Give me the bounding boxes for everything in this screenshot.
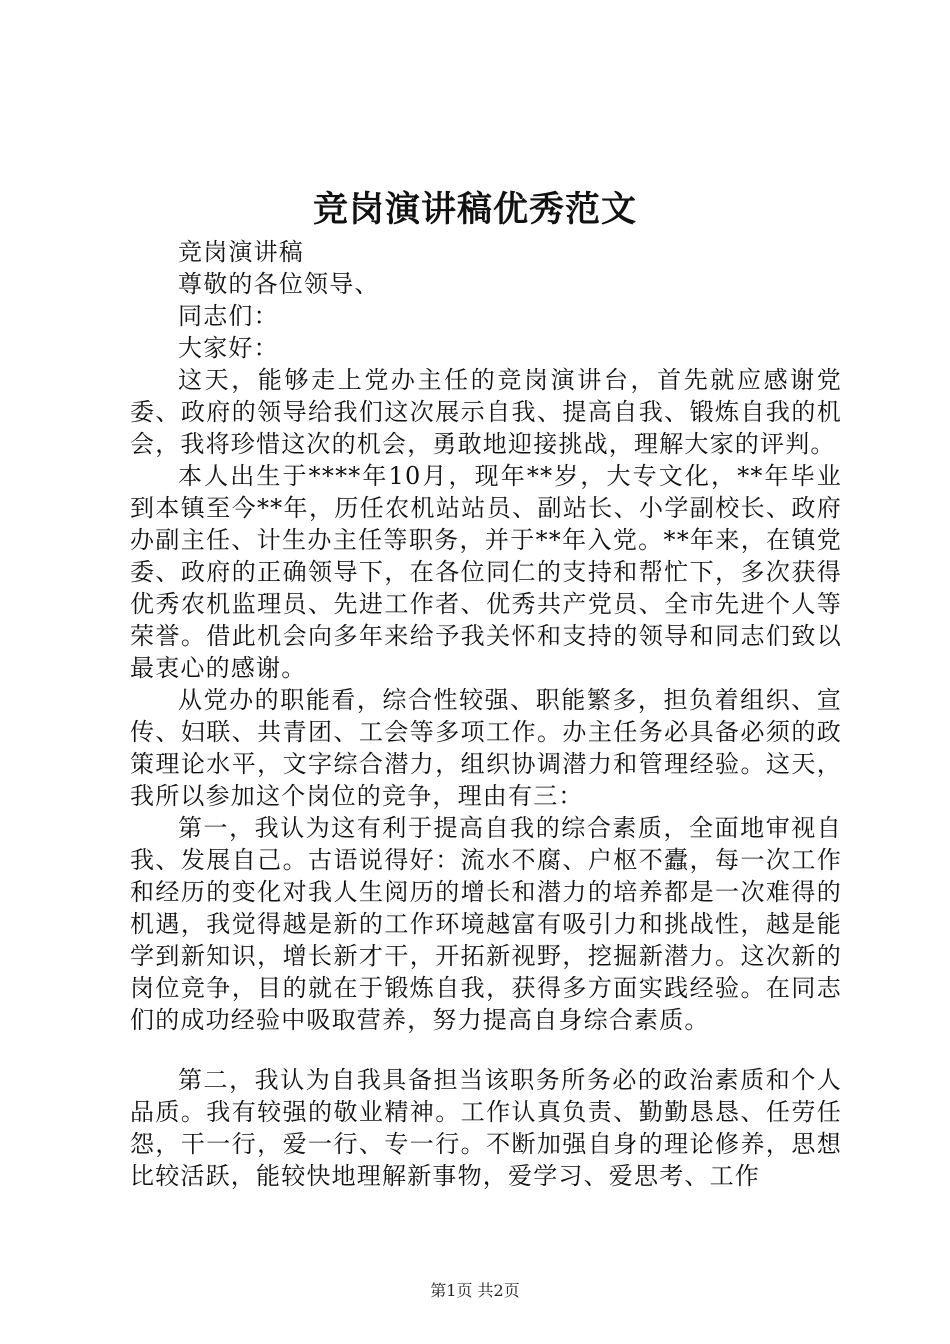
salutation-line: 同志们： [178,302,279,330]
body-paragraph: 第一，我认为这有利于提高自我的综合素质，全面地审视自我、发展自己。古语说得好：流水不腐、户枢不蠹，每一次工作和经历的变化对我人生阅历的增长和潜力的培养都是一次难得的机遇，我觉得越是新的工作环境越富有吸引力和挑战性，越是能学到新知识，增长新才干，开拓新视野，挖掘新潜力。这次新的岗位竞争，目的就在于锻炼自我，获得多方面实践经验。在同志们的成功经验中吸取营养，努力提高自身综合素质。 [130,814,842,1034]
document-title: 竞岗演讲稿优秀范文 [312,189,637,230]
body-paragraph: 这天，能够走上党办主任的竞岗演讲台，首先就应感谢党委、政府的领导给我们这次展示自我、提高自我、锻炼自我的机会，我将珍惜这次的机会，勇敢地迎接挑战，理解大家的评判。 [130,366,842,458]
paragraph-spacer [130,1036,842,1064]
salutation-line: 大家好： [178,334,279,362]
body-paragraph: 本人出生于****年10月，现年**岁，大专文化，**年毕业到本镇至今**年，历任农机站站员、副站长、小学副校长、政府办副主任、计生办主任等职务，并于**年入党。**年来，在镇党委、政府的正确领导下，在各位同仁的支持和帮忙下，多次获得优秀农机监理员、先进工作者、优秀共产党员、全市先进个人等荣誉。借此机会向多年来给予我关怀和支持的领导和同志们致以最衷心的感谢。 [130,462,842,682]
body-paragraph: 第二，我认为自我具备担当该职务所务必的政治素质和个人品质。我有较强的敬业精神。工作认真负责、勤勤恳恳、任劳任怨，干一行，爱一行、专一行。不断加强自身的理论修养，思想比较活跃，能较快地理解新事物，爱学习、爱思考、工作 [130,1066,842,1190]
salutation-line: 竞岗演讲稿 [178,238,304,266]
page-footer: 第1页 共2页 [430,1281,520,1300]
document-body [130,236,842,1192]
body-paragraph: 从党办的职能看，综合性较强、职能繁多，担负着组织、宣传、妇联、共青团、工会等多项工作。办主任务必具备必须的政策理论水平，文字综合潜力，组织协调潜力和管理经验。这天，我所以参加这个岗位的竞争，理由有三： [130,686,842,810]
salutation-line: 尊敬的各位领导、 [178,270,380,298]
